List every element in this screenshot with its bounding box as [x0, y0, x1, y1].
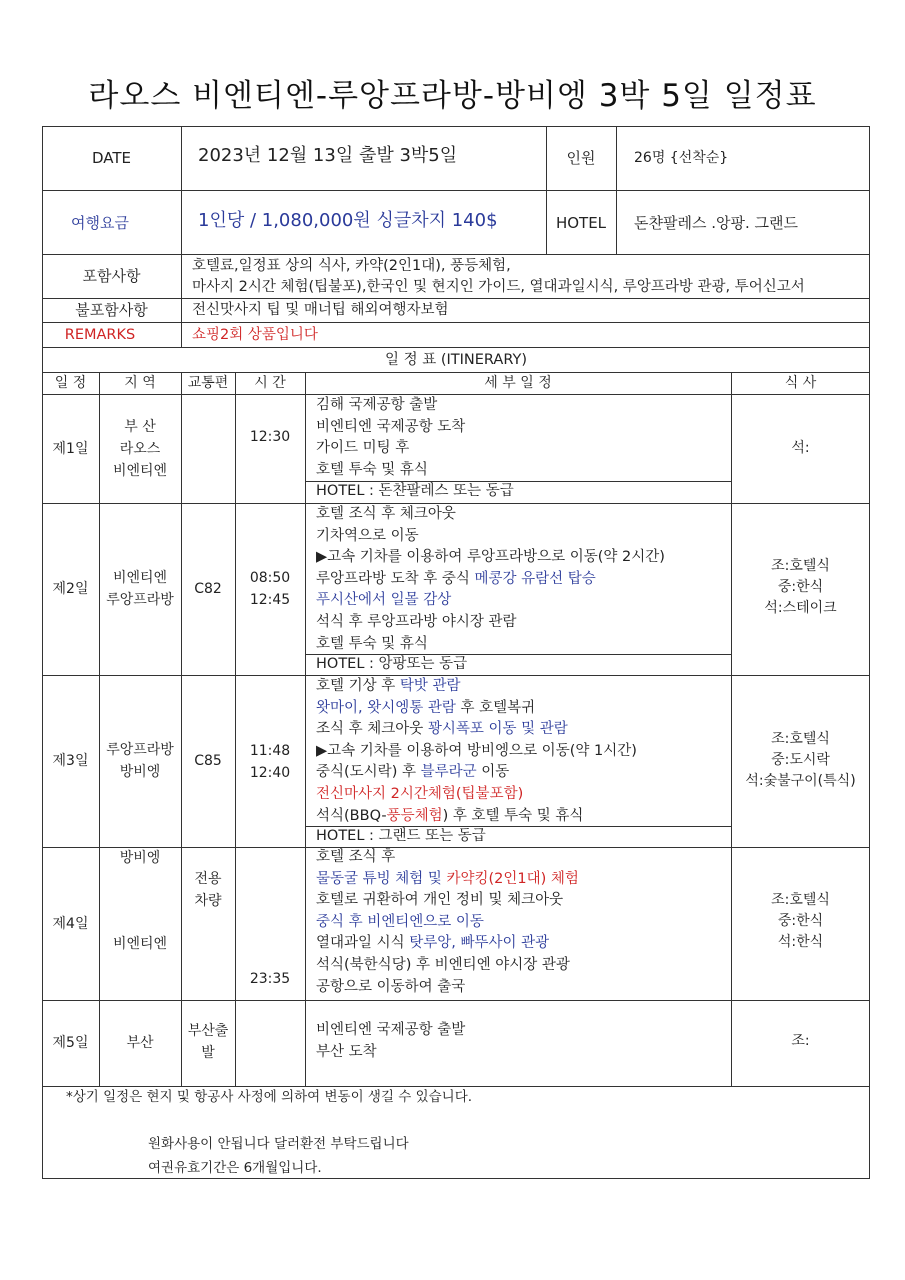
schedule-text: 이동 [476, 764, 510, 781]
schedule-text: 호텔 조식 후 체크아웃 [316, 506, 456, 522]
schedule-text: 왓마이, 왓시엥통 관람 [316, 699, 456, 716]
schedule-line [316, 612, 517, 634]
fee-label: 여행요금 [71, 214, 129, 232]
meal-item: 조: [791, 1033, 810, 1049]
schedule-line [316, 1020, 465, 1042]
schedule-text: 후 호텔복귀 [455, 699, 536, 716]
schedule-text: 루앙프라방 도착 후 중식 [316, 570, 475, 587]
note-passport: 여권유효기간은 6개월입니다. [148, 1160, 322, 1176]
date-label: DATE [91, 149, 132, 167]
schedule-line [316, 569, 596, 591]
people-label: 인원 [566, 149, 596, 167]
date-value: 2023년 12월 13일 출발 3박5일 [198, 145, 458, 166]
schedule-text: 호텔 투숙 및 휴식 [316, 461, 428, 478]
col-region: 지 역 [124, 375, 156, 391]
time: 12:30 [249, 429, 291, 445]
region-name: 루앙프라방 [106, 742, 174, 758]
region-name: 부 산 [124, 418, 156, 435]
meal-item: 석:숯불구이(특식) [745, 773, 856, 789]
schedule-line [316, 890, 563, 912]
col-transport: 교통편 [187, 375, 229, 391]
schedule-text: 전신마사지 2시간체험(팁불포함) [316, 786, 524, 802]
schedule-line [316, 504, 456, 526]
schedule-text: 메콩강 유람선 탑승 [474, 570, 596, 587]
schedule-line [316, 460, 428, 482]
remarks-label: REMARKS [64, 327, 136, 343]
note-currency: 원화사용이 안됩니다 달러환전 부탁드립니다 [148, 1136, 409, 1152]
day-label: 제3일 [52, 753, 89, 769]
meal-item: 중:한식 [777, 913, 824, 929]
transport: C85 [194, 753, 222, 769]
region-name: 부산 [126, 1035, 154, 1051]
schedule-text: 카약킹(2인1대) 체험 [446, 870, 579, 887]
schedule-line [316, 634, 428, 656]
transport: 발 [201, 1045, 215, 1061]
day-label: 제5일 [52, 1035, 89, 1051]
time: 08:50 [249, 570, 291, 586]
schedule-text: 블루라군 [420, 764, 477, 781]
schedule-line [316, 1042, 377, 1064]
region-name: 방비엥 [119, 764, 161, 780]
schedule-line [316, 847, 395, 869]
schedule-line [316, 526, 419, 548]
region-name: 비엔티엔 [112, 462, 168, 479]
schedule-text: 기차역으로 이동 [316, 527, 419, 544]
page-title: 라오스 비엔티엔-루앙프라방-방비엥 3박 5일 일정표 [88, 78, 817, 114]
schedule-text: 중식(도시락) 후 [316, 764, 421, 781]
included-line2: 마사지 2시간 체험(팁불포),한국인 및 현지인 가이드, 열대과일시식, 루앙프라방 관광, 투어신고서 [192, 279, 805, 295]
schedule-line [316, 547, 665, 569]
schedule-text: 조식 후 체크아웃 [316, 721, 428, 738]
schedule-line [316, 438, 409, 460]
schedule-line [316, 676, 461, 698]
hotel-label: HOTEL [555, 214, 607, 232]
day-label: 제1일 [52, 440, 89, 457]
meal-item: 조:호텔식 [771, 558, 830, 574]
schedule-line [316, 762, 509, 784]
schedule-line [316, 869, 579, 891]
region-name: 루앙프라방 [106, 592, 174, 608]
schedule-text: 푸시산에서 일몰 감상 [316, 592, 452, 609]
schedule-text: 물동굴 튜빙 체험 및 [316, 870, 447, 887]
schedule-text: 중식 후 비엔티엔으로 이동 [316, 913, 484, 930]
schedule-text: 석식 후 루앙프라방 야시장 관람 [316, 614, 517, 630]
schedule-line [316, 741, 637, 763]
region-name: 라오스 [119, 440, 161, 457]
itinerary-title: 일 정 표 (ITINERARY) [385, 352, 527, 368]
remarks-value: 쇼핑2회 상품입니다 [192, 327, 318, 343]
meal-item: 석:한식 [777, 934, 824, 950]
schedule-text: 호텔 기상 후 [316, 678, 400, 694]
schedule-text: 공항으로 이동하여 출국 [316, 978, 466, 995]
schedule-line [316, 395, 437, 417]
schedule-text: 열대과일 시식 [316, 935, 410, 952]
schedule-text: 가이드 미팅 후 [316, 440, 410, 457]
schedule-line [316, 933, 549, 955]
schedule-line [316, 698, 535, 720]
schedule-line [316, 417, 465, 439]
schedule-line [316, 719, 568, 741]
meal-item: 중:도시락 [771, 752, 830, 768]
people-value: 26명 {선착순} [634, 150, 729, 166]
schedule-text: 부산 도착 [316, 1043, 377, 1060]
schedule-text: 호텔 조식 후 [316, 849, 396, 865]
schedule-line [316, 977, 465, 999]
col-detail: 세 부 일 정 [484, 375, 552, 391]
schedule-text: 탁밧 관람 [399, 678, 461, 694]
schedule-text: 호텔로 귀환하여 개인 정비 및 체크아웃 [316, 892, 564, 909]
schedule-line [316, 590, 451, 612]
transport: 부산출 [187, 1023, 229, 1039]
transport: 차량 [194, 893, 222, 909]
schedule-text: 풍등체험 [386, 807, 443, 824]
schedule-text: 석식(BBQ- [316, 807, 387, 824]
region-name: 방비엥 [119, 850, 161, 866]
included-line1: 호텔료,일정표 상의 식사, 카약(2인1대), 풍등체험, [192, 258, 511, 274]
schedule-text: 비엔티엔 국제공항 출발 [316, 1022, 466, 1038]
transport: C82 [194, 581, 222, 597]
region-name: 비엔티엔 [112, 936, 168, 952]
col-meal: 식 사 [784, 375, 817, 391]
hotel-info: HOTEL : 그랜드 또는 동급 [316, 828, 486, 844]
time: 23:35 [249, 971, 291, 987]
schedule-line [316, 912, 484, 934]
excluded-label: 불포함사항 [75, 301, 148, 319]
meal-item: 중:한식 [777, 579, 824, 595]
schedule-text: 석식(북한식당) 후 비엔티엔 야시장 관광 [316, 957, 570, 973]
day-label: 제4일 [52, 915, 89, 932]
schedule-line [316, 955, 570, 977]
schedule-text: 탓루앙, 빠뚜사이 관광 [409, 935, 550, 952]
meal-item: 석: [791, 440, 810, 456]
schedule-text: 김해 국제공항 출발 [316, 397, 438, 413]
day-label: 제2일 [52, 581, 89, 597]
time: 11:48 [249, 743, 291, 759]
transport: 전용 [194, 871, 222, 887]
region-name: 비엔티엔 [112, 570, 168, 586]
schedule-text: ▶고속 기차를 이용하여 방비엥으로 이동(약 1시간) [316, 742, 637, 759]
schedule-text: 꽝시폭포 이동 및 관람 [427, 721, 568, 738]
schedule-text: ▶고속 기차를 이용하여 루앙프라방으로 이동(약 2시간) [316, 549, 665, 566]
time: 12:40 [249, 765, 291, 781]
included-label: 포함사항 [82, 267, 141, 285]
schedule-line [316, 784, 523, 806]
schedule-text: 비엔티엔 국제공항 도착 [316, 418, 466, 435]
meal-item: 석:스테이크 [764, 600, 837, 616]
hotel-value: 돈챤팔레스 .앙팡. 그랜드 [634, 214, 798, 232]
col-time: 시 간 [254, 375, 286, 391]
fee-value: 1인당 / 1,080,000원 싱글차지 140$ [198, 210, 498, 231]
hotel-info: HOTEL : 돈챤팔레스 또는 동급 [316, 483, 514, 499]
meal-item: 조:호텔식 [771, 731, 830, 747]
hotel-info: HOTEL : 앙팡또는 동급 [316, 656, 468, 672]
meal-item: 조:호텔식 [771, 892, 830, 908]
schedule-text: ) 후 호텔 투숙 및 휴식 [442, 807, 584, 824]
col-day: 일 정 [54, 375, 87, 391]
note-schedule-change: *상기 일정은 현지 및 항공사 사정에 의하여 변동이 생길 수 있습니다. [66, 1089, 473, 1105]
schedule-text: 호텔 투숙 및 휴식 [316, 635, 428, 652]
excluded-value: 전신맛사지 팁 및 매너팁 해외여행자보험 [192, 302, 449, 318]
time: 12:45 [249, 592, 291, 608]
schedule-line [316, 806, 583, 828]
